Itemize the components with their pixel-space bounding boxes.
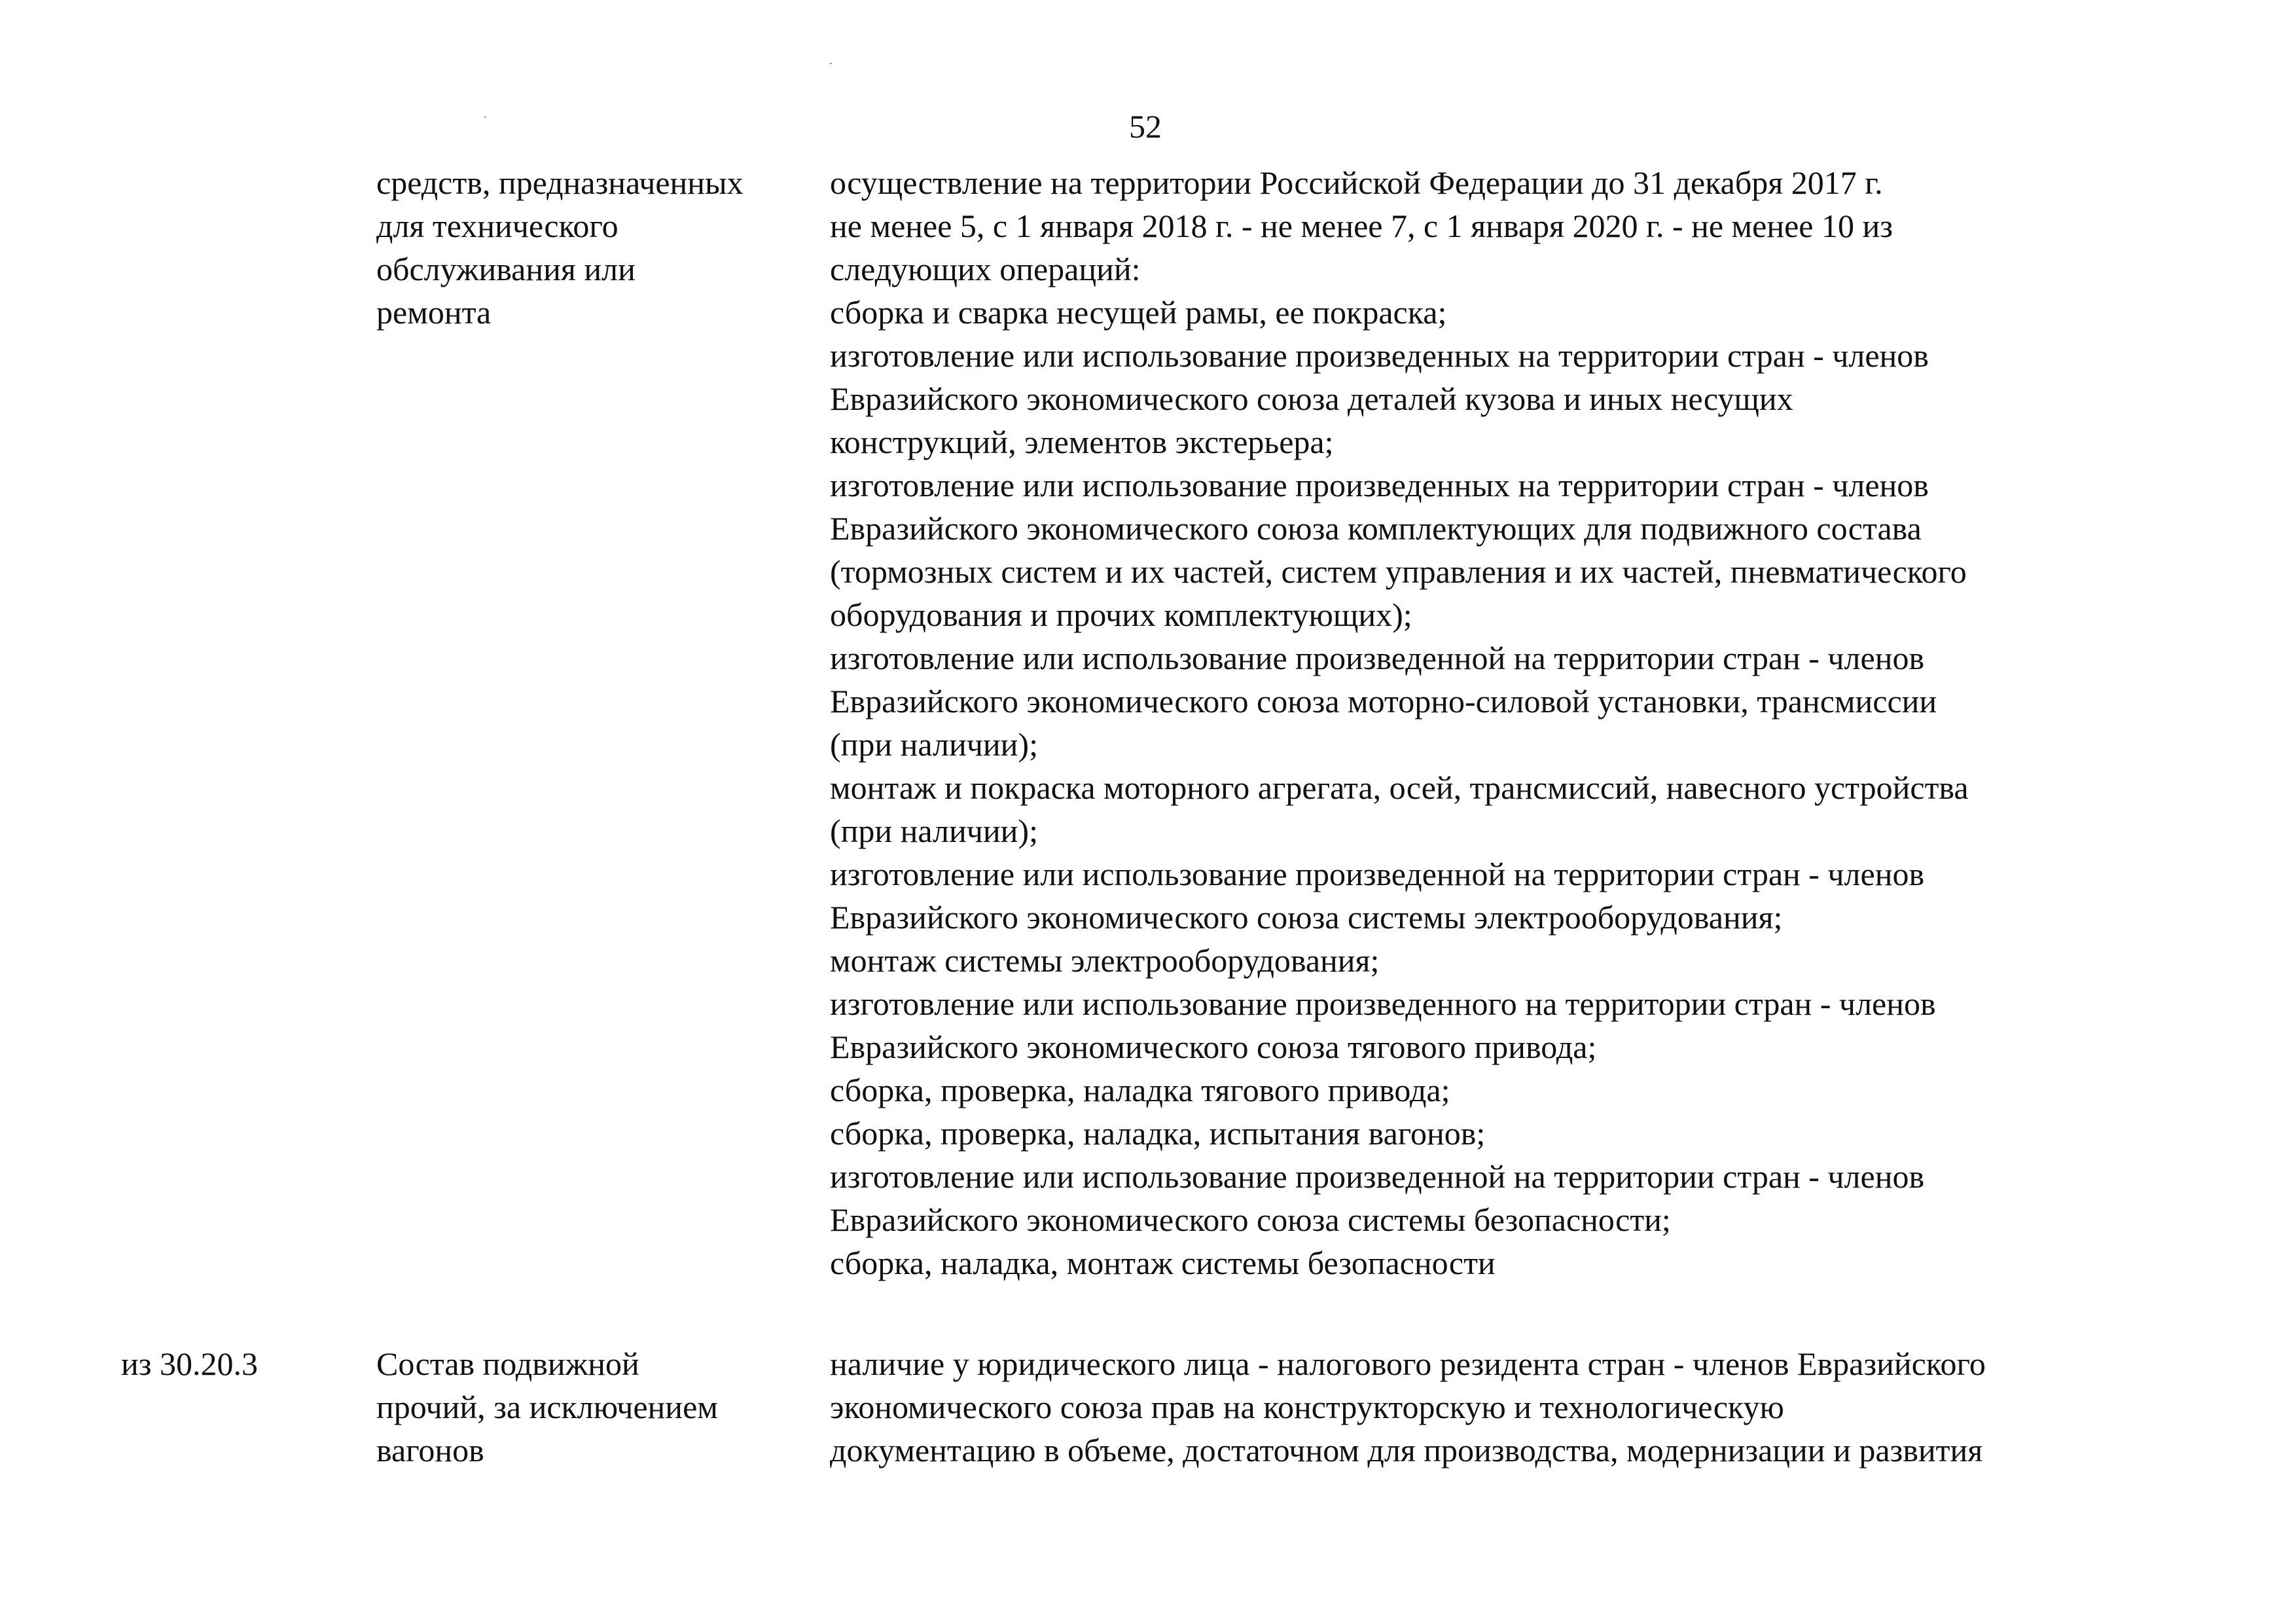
row1-name-line: обслуживания или <box>376 251 636 287</box>
row1-name-line: ремонта <box>376 294 492 331</box>
row1-req-line: Евразийского экономического союза тягового привода; <box>830 1029 1597 1065</box>
row2-req-line: экономического союза прав на конструкторскую и технологическую <box>830 1389 1784 1425</box>
row1-req-line: оборудования и прочих комплектующих); <box>830 596 1412 633</box>
row2-product-name <box>376 1342 718 1472</box>
row1-req-line: сборка, наладка, монтаж системы безопасности <box>830 1245 1496 1281</box>
row1-req-line: изготовление или использование произведенного на территории стран - членов <box>830 985 1936 1022</box>
row1-req-line: (при наличии); <box>830 726 1038 763</box>
row1-req-line: Евразийского экономического союза системы электрооборудования; <box>830 899 1783 936</box>
row2-req-line: наличие у юридического лица - налогового резидента стран - членов Евразийского <box>830 1345 1986 1382</box>
row1-req-line: осуществление на территории Российской Федерации до 31 декабря 2017 г. <box>830 164 1883 201</box>
row1-req-line: монтаж и покраска моторного агрегата, осей, трансмиссий, навесного устройства <box>830 769 1969 806</box>
row1-req-line: Евразийского экономического союза комплектующих для подвижного состава <box>830 510 1922 547</box>
row1-req-line: Евразийского экономического союза системы безопасности; <box>830 1201 1671 1238</box>
scan-speck <box>484 117 486 118</box>
row1-req-line: Евразийского экономического союза деталей кузова и иных несущих <box>830 380 1793 417</box>
row2-name-line: Состав подвижной <box>376 1345 639 1382</box>
row1-req-line: изготовление или использование произведенной на территории стран - членов <box>830 1158 1925 1195</box>
row1-req-line: Евразийского экономического союза моторно-силовой установки, трансмиссии <box>830 683 1937 720</box>
row1-name-line: средств, предназначенных <box>376 164 744 201</box>
row2-req-line: документацию в объеме, достаточном для производства, модернизации и развития <box>830 1432 1983 1468</box>
row1-req-line: не менее 5, с 1 января 2018 г. - не менее 7, с 1 января 2020 г. - не менее 10 из <box>830 208 1893 244</box>
row1-req-line: монтаж системы электрооборудования; <box>830 942 1380 979</box>
row1-req-line: сборка, проверка, наладка, испытания вагонов; <box>830 1115 1486 1152</box>
row1-product-name <box>376 161 744 334</box>
row1-req-line: конструкций, элементов экстерьера; <box>830 424 1334 460</box>
row1-req-line: сборка и сварка несущей рамы, ее покраска; <box>830 294 1447 331</box>
row1-req-line: изготовление или использование произведенной на территории стран - членов <box>830 640 1925 676</box>
row1-req-line: следующих операций: <box>830 251 1141 287</box>
row2-name-line: прочий, за исключением <box>376 1389 718 1425</box>
row2-requirements <box>830 1342 1986 1472</box>
row1-req-line: изготовление или использование произведенной на территории стран - членов <box>830 856 1925 892</box>
row2-name-line: вагонов <box>376 1432 484 1468</box>
row1-name-line: для технического <box>376 208 619 244</box>
row1-req-line: (при наличии); <box>830 812 1038 849</box>
row1-req-line: изготовление или использование произведенных на территории стран - членов <box>830 337 1929 374</box>
row2-code-text: из 30.20.3 <box>121 1345 259 1382</box>
row1-req-line: изготовление или использование произведенных на территории стран - членов <box>830 467 1929 503</box>
row1-req-line: (тормозных систем и их частей, систем управления и их частей, пневматического <box>830 553 1967 590</box>
page-number: 52 <box>1129 108 1162 145</box>
row1-req-line: сборка, проверка, наладка тягового привода; <box>830 1072 1450 1108</box>
scan-speck <box>830 63 832 64</box>
row1-requirements <box>830 161 1969 1285</box>
row2-okpd-code <box>121 1342 258 1385</box>
